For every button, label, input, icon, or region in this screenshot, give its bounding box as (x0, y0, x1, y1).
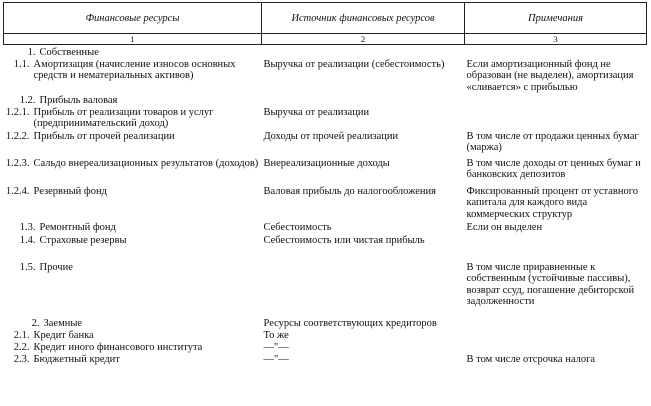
resource-note: Если амортизационный фонд не образован (не выделен), амортизация «сливается» с прибылью (466, 58, 634, 93)
table-row (4, 235, 647, 262)
resource-source: Себестоимость (263, 221, 332, 233)
row-number: 1.2.3. (5, 157, 30, 169)
column-number-3: 3 (465, 34, 647, 45)
row-number: 1.2.4. (5, 185, 30, 197)
table-row (4, 354, 647, 366)
table-row (4, 186, 647, 222)
table-row (4, 222, 647, 235)
resource-note: В том числе доходы от ценных бумаг и банковских депозитов (466, 157, 641, 180)
table-row (4, 318, 647, 330)
resource-source: То же (263, 329, 289, 341)
row-number: 2.2. (13, 341, 30, 353)
row-number: 2.3. (13, 353, 30, 365)
resource-note (465, 235, 647, 262)
resource-name: Амортизация (начисление износов основных средств и нематериальных активов) (33, 58, 236, 81)
resource-note (465, 318, 647, 330)
table-row (4, 330, 647, 342)
resource-name: Страховые резервы (39, 234, 127, 246)
resource-note (465, 330, 647, 342)
resource-note: Фиксированный процент от уставного капитала для каждого вида коммерческих структур (466, 185, 639, 220)
table-row (4, 131, 647, 158)
resource-name: Сальдо внереализационных результатов (доходов) (33, 157, 259, 169)
resource-name: Заемные (43, 317, 83, 329)
resource-source: Выручка от реализации (себестоимость) (263, 58, 445, 70)
row-number: 1.3. (19, 221, 36, 233)
resource-note: Если он выделен (466, 221, 543, 233)
resource-name: Ремонтный фонд (39, 221, 116, 233)
row-number: 1.2.2. (5, 130, 30, 142)
resource-note (465, 107, 647, 131)
financial-resources-table (3, 2, 647, 366)
column-number-2: 2 (262, 34, 465, 45)
table-row (4, 158, 647, 186)
resource-source (262, 262, 465, 318)
resource-source: Валовая прибыль до налогообложения (263, 185, 436, 197)
row-number: 2.1. (13, 329, 30, 341)
row-number: 1.4. (19, 234, 36, 246)
table-body (4, 45, 647, 366)
resource-note (465, 47, 647, 59)
resource-note (465, 342, 647, 354)
resource-source: Ресурсы соответствующих кредиторов (263, 317, 437, 329)
row-number: 1. (27, 46, 36, 58)
resource-note: В том числе отсрочка налога (466, 353, 596, 365)
resource-name: Прочие (39, 261, 73, 273)
table-row (4, 262, 647, 318)
resource-name: Прибыль от прочей реализации (33, 130, 175, 142)
column-number-1: 1 (4, 34, 262, 45)
resource-source: —"— (263, 341, 289, 353)
table-row (4, 342, 647, 354)
resource-note: В том числе приравненные к собственным (устойчивые пассивы), возврат ссуд, погашение дебиторской задолженности (466, 261, 635, 307)
column-header-notes: Примечания (465, 3, 647, 34)
row-number: 1.2.1. (5, 106, 30, 118)
resource-name: Резервный фонд (33, 185, 107, 197)
table-header (4, 3, 647, 45)
resource-name: Кредит банка (33, 329, 94, 341)
resource-name: Прибыль от реализации товаров и услуг (предпринимательский доход) (33, 106, 214, 129)
resource-note: В том числе от продажи ценных бумаг (маржа) (466, 130, 639, 153)
resource-source: Себестоимость или чистая прибыль (263, 234, 425, 246)
resource-note (465, 95, 647, 107)
resource-source: Выручка от реализации (263, 106, 370, 118)
resource-name: Бюджетный кредит (33, 353, 120, 365)
row-number: 1.2. (19, 94, 36, 106)
resource-source: Доходы от прочей реализации (263, 130, 399, 142)
resource-name: Собственные (39, 46, 99, 58)
resource-source: —"— (263, 353, 289, 365)
table-row (4, 59, 647, 95)
row-number: 2. (31, 317, 40, 329)
resource-source: Внереализационные доходы (263, 157, 390, 169)
column-header-source: Источник финансовых ресурсов (262, 3, 465, 34)
resource-name: Кредит иного финансового института (33, 341, 203, 353)
table-row (4, 107, 647, 131)
row-number: 1.5. (19, 261, 36, 273)
column-header-resources: Финансовые ресурсы (4, 3, 262, 34)
resource-name: Прибыль валовая (39, 94, 118, 106)
row-number: 1.1. (13, 58, 30, 70)
table-row (4, 95, 647, 107)
resource-source (262, 47, 465, 59)
table-row (4, 47, 647, 59)
resource-source (262, 95, 465, 107)
